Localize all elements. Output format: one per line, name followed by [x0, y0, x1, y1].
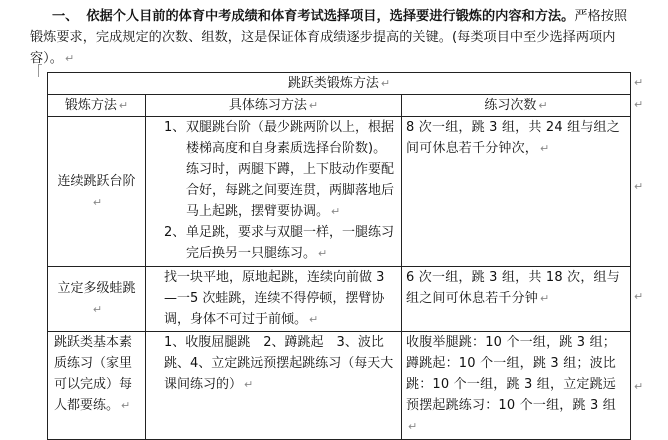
paragraph-mark-icon: ↵: [318, 247, 328, 260]
row-practice-text: 1、收腹屈腿跳 2、蹲跳起 3、波比跳、4、立定跳远预摆起跳练习（每天大课间练习的）: [164, 335, 394, 392]
list-item-text: [186, 222, 397, 264]
paragraph-mark-icon: ↵: [309, 313, 319, 326]
table-caption: [48, 73, 631, 95]
row-method-text: 跳跃类基本素质练习（家里可以完成）每人都要练。: [54, 335, 133, 413]
row-end-mark-icon: ↵: [634, 76, 644, 89]
row-method-text: 连续跳跃台阶: [57, 173, 136, 189]
list-item-index: 1、: [164, 120, 186, 135]
row-times-text: 6 次一组，跳 3 组，共 18 次，组与组之间可休息若千分钟: [406, 270, 620, 306]
list-item: [164, 222, 397, 264]
paragraph-mark-icon: ↵: [64, 52, 75, 65]
list-item-text: [186, 117, 397, 222]
paragraph-mark-icon: ↵: [118, 99, 129, 112]
intro-normal-text: 严格按照锻炼要求，完成规定的次数、组数，这是保证体育成绩逐步提高的关键。(每类项目中至少选择两项内容）。: [30, 9, 628, 66]
table-caption-row: [48, 73, 631, 95]
header-method: [48, 95, 146, 117]
paragraph-mark-icon: ↵: [408, 420, 418, 433]
header-method-text: 锻炼方法: [64, 98, 117, 113]
row-method-cell: [48, 332, 146, 440]
paragraph-mark-icon: ↵: [331, 205, 341, 218]
margin-corner-icon: [38, 64, 42, 77]
header-times-text: 练习次数: [484, 98, 537, 113]
paragraph-mark-icon: ↵: [308, 99, 319, 112]
row-end-mark-icon: ↵: [634, 380, 644, 393]
table-row: [48, 332, 631, 440]
table-row: [48, 267, 631, 332]
jump-training-table: [47, 72, 631, 440]
row-times-text: 收腹举腿跳：10 个一组，跳 3 组；蹲跳起：10 个一组，跳 3 组；波比跳：10 个一组，跳 3 组，立定跳远预摆起跳练习：10 个一组，跳 3 组: [406, 335, 617, 413]
table-caption-text: 跳跃类锻炼方法: [287, 76, 379, 91]
paragraph-mark-icon: ↵: [540, 142, 550, 155]
list-item-index: 2、: [164, 225, 186, 240]
row-end-mark-icon: ↵: [634, 290, 644, 303]
section-number: 一、: [52, 9, 79, 24]
row-times-text: 8 次一组，跳 3 组，共 24 组与组之间可休息若千分钟次，: [406, 120, 620, 156]
row-practice-cell: [146, 117, 402, 267]
step-text: 双腿跳台阶（最少跳两阶以上，根据楼梯高度和自身素质选择台阶数)。练习时，两腿下蹲，上下肢动作要配合好，每跳之间要连贯，两脚落地后马上起跳，摆臂要协调。: [186, 120, 395, 219]
table-row: [48, 117, 631, 267]
table-header-row: [48, 95, 631, 117]
header-practice: [146, 95, 402, 117]
paragraph-mark-icon: ↵: [92, 195, 103, 209]
header-practice-text: 具体练习方法: [228, 98, 307, 113]
row-times-cell: [402, 117, 631, 267]
row-times-cell: [402, 332, 631, 440]
row-method-cell: [48, 267, 146, 332]
step-text: 单足跳，要求与双腿一样，一腿练习完后换另一只腿练习。: [186, 225, 395, 261]
paragraph-mark-icon: ↵: [121, 399, 131, 412]
paragraph-mark-icon: ↵: [538, 99, 548, 112]
row-times-cell: [402, 267, 631, 332]
intro-paragraph: [30, 6, 634, 69]
row-method-cell: [48, 117, 146, 267]
header-times: [402, 95, 631, 117]
list-item: [164, 117, 397, 222]
paragraph-mark-icon: ↵: [380, 77, 391, 90]
intro-bold-text: 依据个人目前的体育中考成绩和体育考试选择项目，选择要进行锻炼的内容和方法。: [86, 9, 575, 24]
row-end-mark-icon: ↵: [634, 98, 644, 111]
row-method-text: 立定多级蛙跳: [57, 281, 136, 296]
paragraph-mark-icon: ↵: [540, 292, 550, 305]
row-practice-cell: [146, 332, 402, 440]
row-practice-cell: [146, 267, 402, 332]
paragraph-mark-icon: ↵: [92, 303, 103, 316]
paragraph-mark-icon: ↵: [244, 378, 254, 391]
row-end-mark-icon: ↵: [634, 180, 644, 193]
row-practice-text: 找一块平地，原地起跳，连续向前做 3—一5 次蛙跳，连续不得停顿，摆臂协调，身体不可过于前倾。: [164, 270, 385, 327]
